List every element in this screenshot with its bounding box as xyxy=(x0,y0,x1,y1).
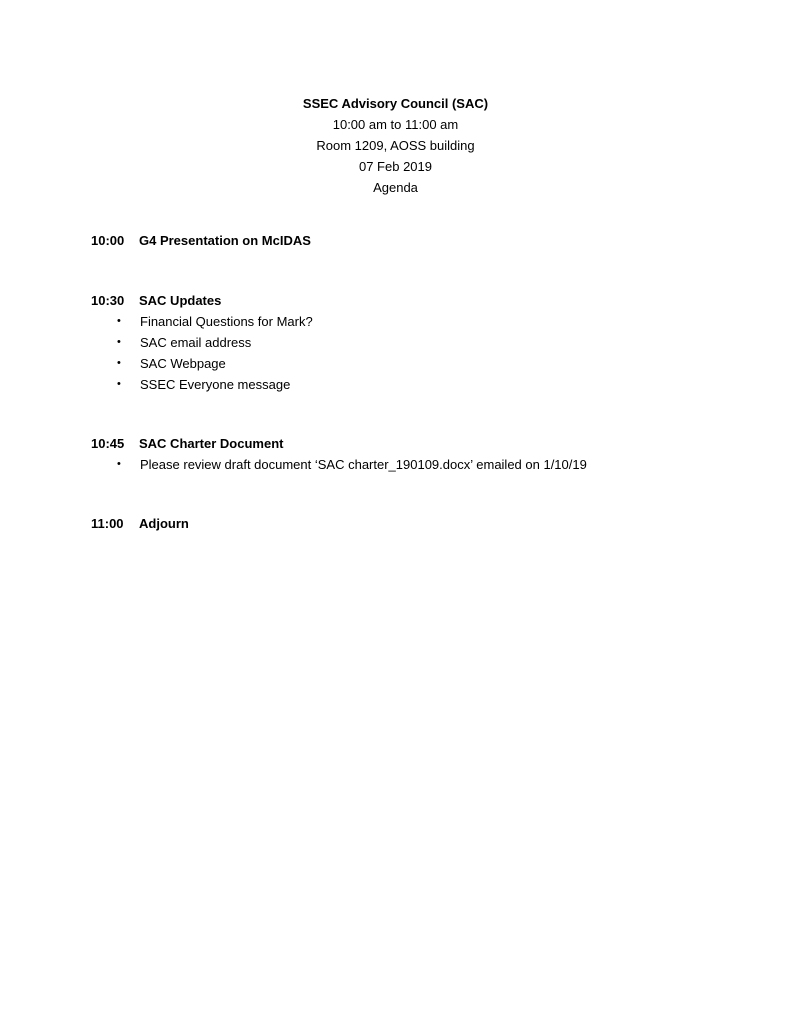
list-item-text: Financial Questions for Mark? xyxy=(140,314,313,329)
agenda-item-time: 11:00 xyxy=(91,516,124,531)
bullet-icon: • xyxy=(117,378,121,390)
agenda-item xyxy=(91,291,313,395)
agenda-item-time: 10:30 xyxy=(91,293,125,308)
meeting-date: 07 Feb 2019 xyxy=(358,159,432,174)
agenda-item-heading xyxy=(91,231,311,251)
list-item xyxy=(91,454,587,475)
list-item-text: SSEC Everyone message xyxy=(140,377,291,392)
agenda-item xyxy=(91,434,587,475)
agenda-item-title: SAC Updates xyxy=(139,293,222,308)
agenda-item-time: 10:00 xyxy=(91,233,125,248)
agenda-header xyxy=(0,93,791,198)
agenda-label: Agenda xyxy=(373,180,418,195)
meeting-time: 10:00 am to 11:00 am xyxy=(332,117,459,132)
list-item xyxy=(91,332,313,353)
list-item-text: SAC Webpage xyxy=(140,356,226,371)
agenda-item-title: G4 Presentation on McIDAS xyxy=(139,233,311,248)
bullet-icon: • xyxy=(117,458,121,470)
agenda-item-title: SAC Charter Document xyxy=(139,436,284,451)
agenda-bullet-list xyxy=(91,454,587,475)
agenda-item-time: 10:45 xyxy=(91,436,125,451)
list-item xyxy=(91,311,313,332)
bullet-icon: • xyxy=(117,357,121,369)
agenda-item-title: Adjourn xyxy=(139,516,189,531)
agenda-item-heading xyxy=(91,434,587,454)
meeting-title: SSEC Advisory Council (SAC) xyxy=(302,96,489,111)
agenda-bullet-list xyxy=(91,311,313,395)
agenda-item xyxy=(91,514,189,534)
bullet-icon: • xyxy=(117,336,121,348)
list-item-text: Please review draft document ‘SAC charter_190109.docx’ emailed on 1/10/19 xyxy=(140,457,587,472)
bullet-icon: • xyxy=(117,315,121,327)
list-item xyxy=(91,374,313,395)
list-item-text: SAC email address xyxy=(140,335,252,350)
agenda-item-heading xyxy=(91,514,189,534)
meeting-location: Room 1209, AOSS building xyxy=(316,138,475,153)
list-item xyxy=(91,353,313,374)
agenda-item-heading xyxy=(91,291,313,311)
agenda-item xyxy=(91,231,311,251)
